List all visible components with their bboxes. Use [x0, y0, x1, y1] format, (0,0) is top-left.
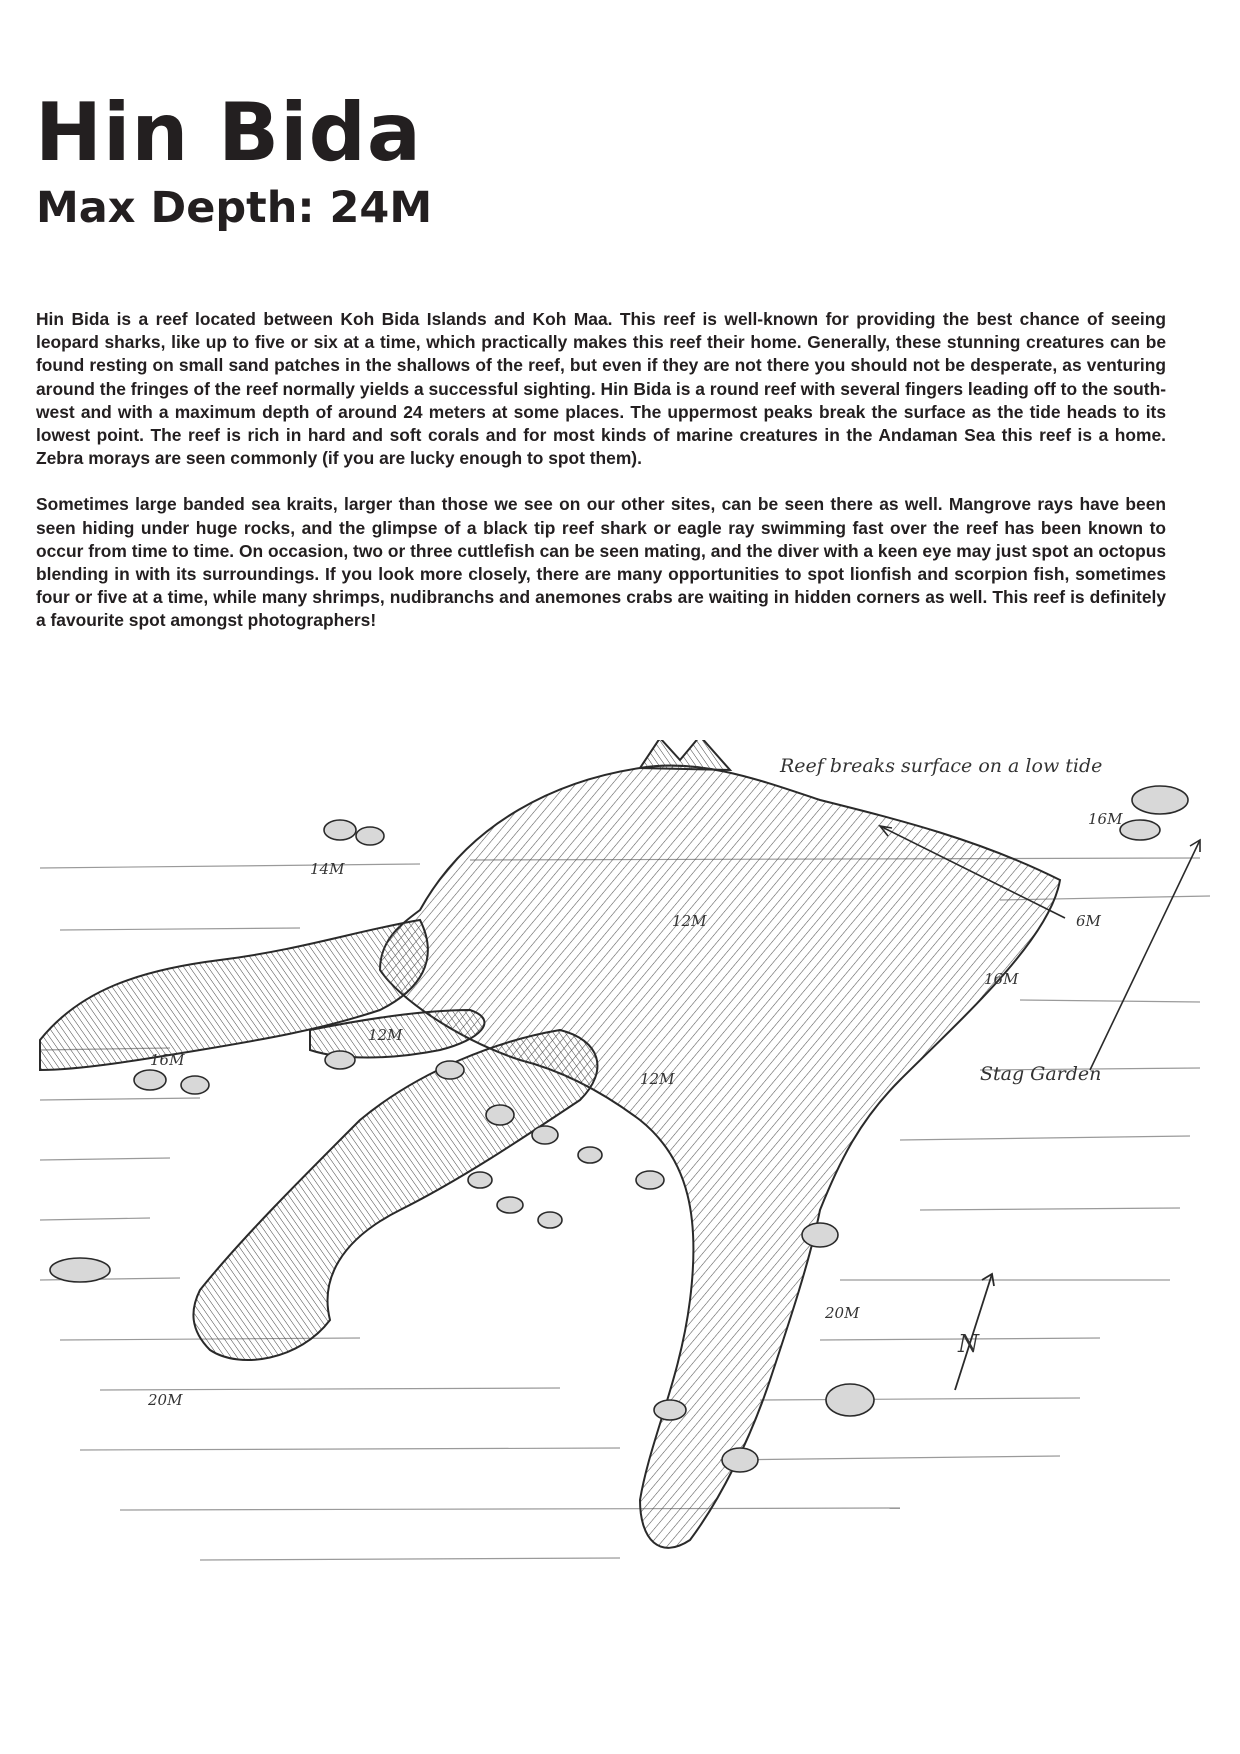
max-depth-subtitle: Max Depth: 24M: [36, 183, 433, 233]
compass-north-label: N: [958, 1330, 979, 1358]
paragraph-2: Sometimes large banded sea kraits, larger than those we see on our other sites, can be seen there as well. Mangrove rays have been seen hiding under huge rocks, and the glimpse of a black tip reef shark or eagle ray swimming fast over the reef has been known to occur from time to time. On occasion, two or three cuttlefish can be seen mating, and the diver with a keen eye may just spot an octopus blending in with its surroundings. If you look more closely, there are many opportunities to spot lionfish and scorpion fish, sometimes four or five at a time, while many shrimps, nudibranchs and anemones crabs are waiting in hidden corners as well. This reef is definitely a favourite spot amongst photographers!: [36, 494, 1166, 631]
annotation-surface: Reef breaks surface on a low tide: [780, 755, 1103, 777]
depth-label: 16M: [984, 970, 1019, 988]
paragraph-1: Hin Bida is a reef located between Koh Bida Islands and Koh Maa. This reef is well-known for providing the best chance of seeing leopard sharks, like up to five or six at a time, which practically makes this reef their home. Generally, these stunning creatures can be found resting on small sand patches in the shallows of the reef, but even if they are not there you should not be desperate, as venturing around the fringes of the reef normally yields a successful sighting. Hin Bida is a round reef with several fingers leading off to the south-west and with a maximum depth of around 24 meters at some places. The uppermost peaks break the surface as the tide heads to its lowest point. The reef is rich in hard and soft corals and for most kinds of marine creatures in the Andaman Sea this reef is a home. Zebra morays are seen commonly (if you are lucky enough to spot them).: [36, 309, 1166, 469]
depth-label: 12M: [640, 1070, 675, 1088]
annotation-stag-garden: Stag Garden: [980, 1063, 1102, 1085]
depth-label: 20M: [825, 1304, 860, 1322]
depth-label: 16M: [150, 1051, 185, 1069]
description-text: [36, 308, 1166, 656]
depth-label: 20M: [148, 1391, 183, 1409]
depth-label: 16M: [1088, 810, 1123, 828]
reef-dive-site-sketch: [0, 740, 1240, 1600]
depth-label: 6M: [1076, 912, 1101, 930]
depth-label: 12M: [672, 912, 707, 930]
depth-label: 14M: [310, 860, 345, 878]
depth-label: 12M: [368, 1026, 403, 1044]
page-title: Hin Bida: [35, 86, 422, 179]
